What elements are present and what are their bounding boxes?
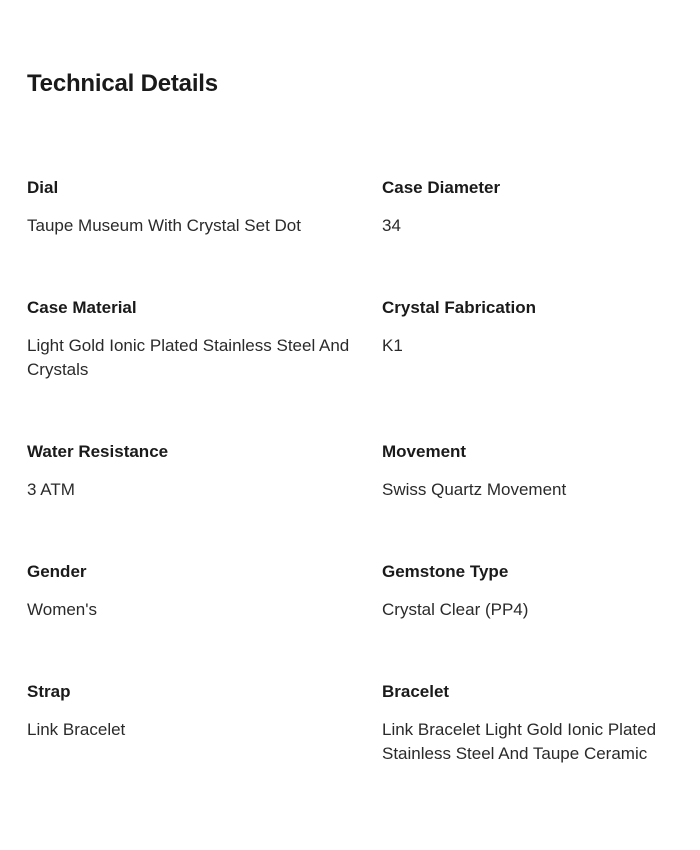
spec-item-strap: [27, 681, 377, 742]
spec-value: Light Gold Ionic Plated Stainless Steel And Crystals: [27, 336, 350, 379]
spec-label: Strap: [27, 682, 71, 701]
spec-item-movement: [382, 441, 687, 502]
spec-item-gender: [27, 561, 377, 622]
spec-value: Link Bracelet Light Gold Ionic Plated Stainless Steel And Taupe Ceramic: [382, 720, 657, 763]
spec-label: Bracelet: [382, 682, 450, 701]
spec-item-case-diameter: [382, 177, 687, 238]
section-title: Technical Details: [27, 70, 218, 97]
spec-value: K1: [382, 336, 403, 355]
spec-item-gemstone-type: [382, 561, 687, 622]
spec-label: Crystal Fabrication: [382, 298, 536, 317]
spec-value: 3 ATM: [27, 480, 75, 499]
spec-value: Crystal Clear (PP4): [382, 600, 529, 619]
spec-label: Water Resistance: [27, 442, 169, 461]
spec-item-bracelet: [382, 681, 687, 766]
spec-label: Case Material: [27, 298, 137, 317]
spec-label: Movement: [382, 442, 467, 461]
spec-label: Gender: [27, 562, 87, 581]
spec-value: Women's: [27, 600, 98, 619]
spec-value: Taupe Museum With Crystal Set Dot: [27, 216, 301, 235]
spec-label: Gemstone Type: [382, 562, 509, 581]
spec-item-water-resistance: [27, 441, 377, 502]
spec-item-crystal-fabrication: [382, 297, 687, 358]
spec-label: Dial: [27, 178, 59, 197]
spec-item-dial: [27, 177, 377, 238]
spec-item-case-material: [27, 297, 377, 382]
spec-value: 34: [382, 216, 401, 235]
spec-label: Case Diameter: [382, 178, 501, 197]
spec-value: Link Bracelet: [27, 720, 126, 739]
spec-value: Swiss Quartz Movement: [382, 480, 567, 499]
